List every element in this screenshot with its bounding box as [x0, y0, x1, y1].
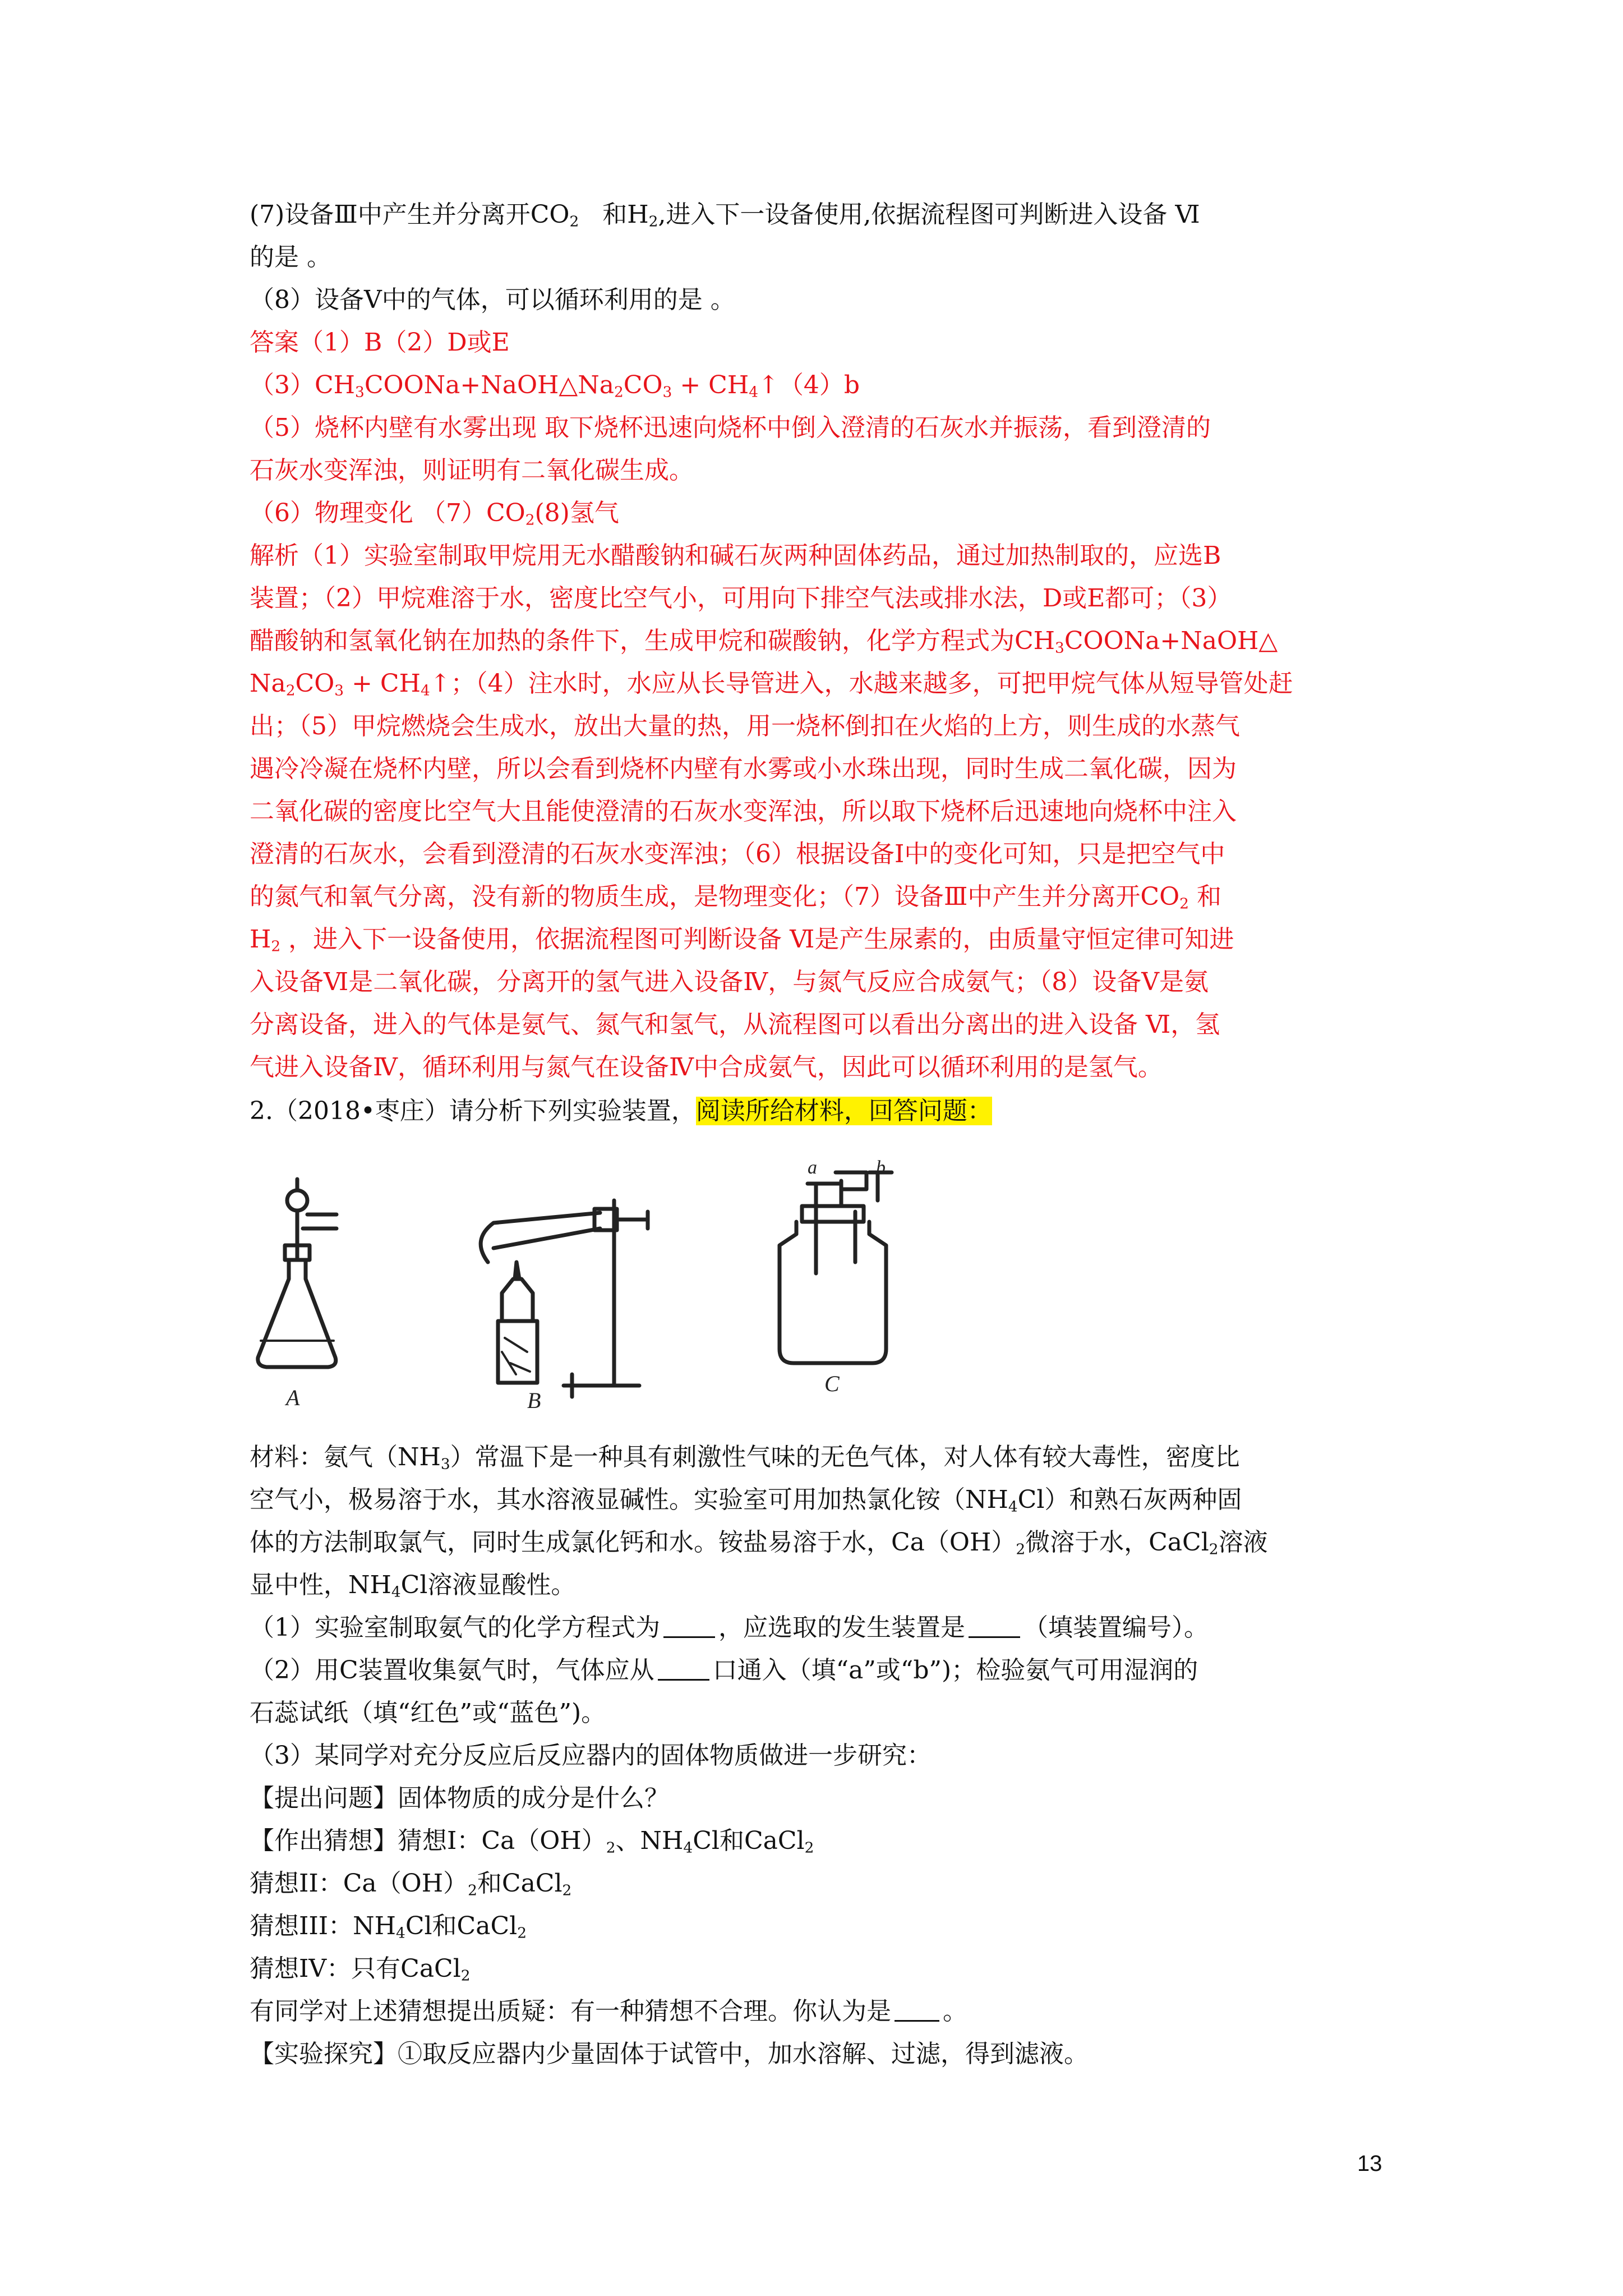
apparatus-a-flask: [258, 1179, 336, 1367]
analysis-line-8: 澄清的石灰水，会看到澄清的石灰水变浑浊；（6）根据设备Ⅰ中的变化可知，只是把空气中: [250, 840, 1225, 868]
analysis-line-1: 解析（1）实验室制取甲烷用无水醋酸钠和碱石灰两种固体药品，通过加热制取的，应选B: [250, 541, 1221, 570]
question-7-line-1: (7)设备Ⅲ中产生并分离开$CO_2$ 和$H_2$,进入下一设备使用,依据流程图可判断进入设备 Ⅵ: [250, 200, 1200, 231]
analysis-line-5: 出；（5）甲烷燃烧会生成水，放出大量的热，用一烧杯倒扣在火焰的上方，则生成的水蒸气: [250, 712, 1240, 740]
analysis-line-12: 分离设备，进入的气体是氨气、氮气和氢气，从流程图可以看出分离出的进入设备 Ⅵ，氢: [250, 1010, 1220, 1039]
figure-label-a: A: [286, 1385, 300, 1410]
guess-3: 猜想III：$NH_4Cl$和CaCl$_2$: [250, 1912, 527, 1942]
answer-blank[interactable]: [663, 1614, 715, 1638]
apparatus-c-bottle: [780, 1172, 892, 1363]
material-line-1: 材料：氨气$(NH_3)$常温下是一种具有刺激性气味的无色气体，对人体有较大毒性，密度比: [250, 1443, 1240, 1473]
analysis-line-2: 装置；（2）甲烷难溶于水，密度比空气小，可用向下排空气法或排水法，D或E都可；（3）: [250, 584, 1232, 613]
analysis-line-4: $Na_2CO_3$ + $CH_4↑$；（4）注水时，水应从长导管进入，水越来越多，可把甲烷气体从短导管处赶: [250, 669, 1293, 700]
guess-2: 猜想II：$Ca(OH)_2$和CaCl$_2$: [250, 1869, 572, 1899]
analysis-line-9: 的氮气和氧气分离，没有新的物质生成，是物理变化；（7）设备Ⅲ中产生并分离开$CO_2$ 和: [250, 882, 1221, 913]
page-number: 13: [1357, 2151, 1382, 2176]
answer-blank[interactable]: [969, 1614, 1020, 1638]
doubt-line: 有同学对上述猜想提出质疑：有一种猜想不合理。你认为是 。: [250, 1997, 967, 2026]
analysis-line-13: 气进入设备Ⅳ，循环利用与氮气在设备Ⅳ中合成氨气，因此可以循环利用的是氢气。: [250, 1053, 1163, 1082]
highlighted-instruction: 阅读所给材料，回答问题：: [695, 1097, 992, 1125]
question-2-heading: 2.（2018•枣庄）请分析下列实验装置，阅读所给材料，回答问题：: [250, 1097, 992, 1125]
question-7-line-2: 的是 。: [250, 243, 331, 272]
material-line-3: 体的方法制取氯气，同时生成氯化钙和水。铵盐易溶于水，$Ca(OH)_2$微溶于水，CaCl$_2$溶液: [250, 1528, 1268, 1558]
answer-line-3: $(3)CH_3COONa+NaOH\triangle Na_2CO_3$ + $CH_4↑(4)b$: [250, 371, 860, 401]
material-line-2: 空气小，极易溶于水，其水溶液显碱性。实验室可用加热氯化铵$(NH_4Cl)$和熟石灰两种固: [250, 1485, 1242, 1516]
answer-line-5b: 石灰水变浑浊，则证明有二氧化碳生成。: [250, 456, 694, 485]
figure-label-c: C: [824, 1371, 840, 1396]
figure-label-b: B: [527, 1388, 541, 1413]
question-8: （8）设备Ⅴ中的气体，可以循环利用的是 。: [250, 286, 735, 314]
apparatus-b-stand: [481, 1200, 648, 1397]
guess-1: 【作出猜想】猜想Ⅰ：$Ca(OH)_2$、$NH_4Cl$和CaCl$_2$: [250, 1826, 814, 1857]
port-label-b: b: [876, 1157, 886, 1178]
answer-line-6: （6）物理变化 $(7)CO_2(8)$氢气: [250, 499, 619, 529]
apparatus-figure: [247, 1150, 998, 1414]
analysis-line-7: 二氧化碳的密度比空气大且能使澄清的石灰水变浑浊，所以取下烧杯后迅速地向烧杯中注入: [250, 797, 1237, 826]
raise-question: 【提出问题】固体物质的成分是什么？: [250, 1784, 669, 1812]
answer-line-5a: （5）烧杯内壁有水雾出现 取下烧杯迅速向烧杯中倒入澄清的石灰水并振荡，看到澄清的: [250, 413, 1211, 442]
analysis-line-10: $H_2$ ，进入下一设备使用，依据流程图可判断设备 Ⅵ是产生尿素的，由质量守恒定律可知进: [250, 925, 1234, 955]
sub-question-2-line-1: （2）用C装置收集氨气时，气体应从 口通入（填“a”或“b”)；检验氨气可用湿润的: [250, 1656, 1198, 1685]
answer-blank[interactable]: [895, 1998, 939, 2022]
analysis-line-3: 醋酸钠和氢氧化钠在加热的条件下，生成甲烷和碳酸钠，化学方程式为$CH_3COONa+NaOH\triangle$: [250, 627, 1278, 657]
material-line-4: 显中性，$NH_4Cl$溶液显酸性。: [250, 1571, 576, 1601]
answer-line-1: 答案（1）B（2）D或E: [250, 328, 510, 357]
port-label-a: a: [808, 1157, 817, 1178]
guess-4: 猜想IV：只有CaCl$_2$: [250, 1954, 471, 1985]
analysis-line-11: 入设备Ⅵ是二氧化碳，分离开的氢气进入设备Ⅳ，与氮气反应合成氨气；（8）设备Ⅴ是氨: [250, 968, 1209, 996]
analysis-line-6: 遇冷冷凝在烧杯内壁，所以会看到烧杯内壁有水雾或小水珠出现，同时生成二氧化碳，因为: [250, 754, 1237, 783]
sub-question-2-line-2: 石蕊试纸（填“红色”或“蓝色”)。: [250, 1699, 606, 1727]
sub-question-1: （1）实验室制取氨气的化学方程式为 ，应选取的发生装置是 （填装置编号）。: [250, 1613, 1209, 1642]
experiment-line: 【实验探究】①取反应器内少量固体于试管中，加水溶解、过滤，得到滤液。: [250, 2040, 1089, 2068]
sub-question-3: （3）某同学对充分反应后反应器内的固体物质做进一步研究：: [250, 1741, 932, 1770]
answer-blank[interactable]: [658, 1657, 709, 1681]
